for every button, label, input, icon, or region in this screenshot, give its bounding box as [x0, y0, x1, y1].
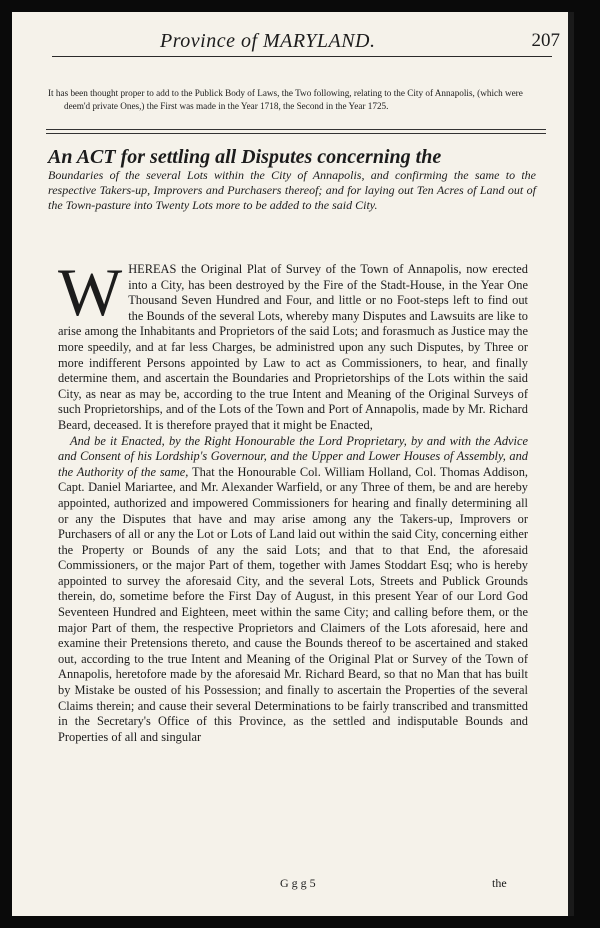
signature-mark: Ggg5 — [280, 876, 319, 890]
running-title: Province of MARYLAND. — [160, 30, 376, 52]
act-heading — [48, 146, 536, 213]
section-rule-bottom — [46, 133, 546, 134]
intro-note: It has been thought proper to add to the Publick Body of Laws, the Two following, relating to the City of Annapolis, (which were deem'd private Ones,) the First was made in the Year 1718, the Second in the Year 1725. — [48, 88, 523, 111]
page-number: 207 — [531, 30, 560, 51]
header-rule — [52, 56, 552, 57]
enacting-paragraph — [58, 434, 528, 746]
running-header — [52, 22, 562, 50]
act-subtitle: Boundaries of the several Lots within the City of Annapolis, and confirming the same to the respective Takers-up, Improvers and Purchasers thereof; and for laying out Ten Acres of Land out of the Town-pasture into Twenty Lots more to be added to the said City. — [48, 168, 536, 212]
section-rule-top — [46, 129, 546, 130]
book-page — [12, 12, 574, 916]
enacting-text: That the Honourable Col. William Holland, Col. Thomas Addison, Capt. Daniel Mariartee, and Mr. Alexander Warfield, or any Three of them, be and are hereby appointed, authorized and impowered Commissioners for hearing and finally determining all or any the Disputes that have and may arise among any the Takers-up, Improvers or Purchasers of all or any the Lot or Lots of Land laid out within the said City, concerning either the Property or Bounds of any the said Lots; and that to that End, the aforesaid Commissioners, or the major Part of them, together with James Stoddart Esq; who is hereby appointed to survey the aforesaid City, and the several Lots, Streets and Publick Grounds therein, do, sometime before the First Day of August, in this present Year of our Lord God Seventeen Hundred and Eighteen, meet within the same City; and calling before them, or the major Part of them, the respective Proprietors and Claimers of the Lots aforesaid, here and examine their Pretensions thereto, and cause the Bounds thereof to be ascertained and staked out, according to the true Intent and Meaning of the Original Plat or Survey of the Town of Annapolis, heretofore made by the aforesaid Mr. Richard Beard, so that no Man that has built by Mistake be ousted of his Possession; and finally to ascertain the Properties of the several Claims therein; and cause their several Determinations to be fairly transcribed and transmitted in the Secretary's Office of this Province, as the settled and indisputable Bounds and Properties of all and singular — [58, 464, 528, 744]
preamble-paragraph: HEREAS the Original Plat of Survey of the Town of Annapolis, now erected into a City, has been destroyed by the Fire of the Stadt-House, in the Year One Thousand Seven Hundred and Four, and little or no Foot-steps left to find out the Bounds of the several Lots, whereby many Disputes and Lawsuits are like to arise among the Inhabitants and Proprietors of the said Lots; and forasmuch as Justice may the more speedily, and at far less Charges, be administred upon any such Disputes, by Three or more indifferent Persons appointed by Law to act as Commissioners, to hear, and finally determine them, and ascertain the Boundaries and Proprietorships of the Lots within the said City, as near as may be, according to the true Intent and Meaning of the Original Surveys of such Proprietorships, and of the Lots of the Town and Port of Annapolis, made by Mr. Richard Beard, deceased. It is therefore prayed that it might be Enacted, — [58, 262, 528, 432]
catchword: the — [492, 876, 507, 890]
act-body — [58, 254, 528, 745]
page-edge-shadow — [568, 12, 574, 916]
drop-cap: W — [58, 254, 123, 330]
act-title: An ACT for settling all Disputes concerning the — [48, 146, 442, 168]
enacting-clause: And be it Enacted, by the Right Honourable the Lord Proprietary, by and with the Advice and Consent of his Lordship's Governour, and the Upper and Lower Houses of Assembly, and the Authority of the same, — [58, 433, 528, 479]
